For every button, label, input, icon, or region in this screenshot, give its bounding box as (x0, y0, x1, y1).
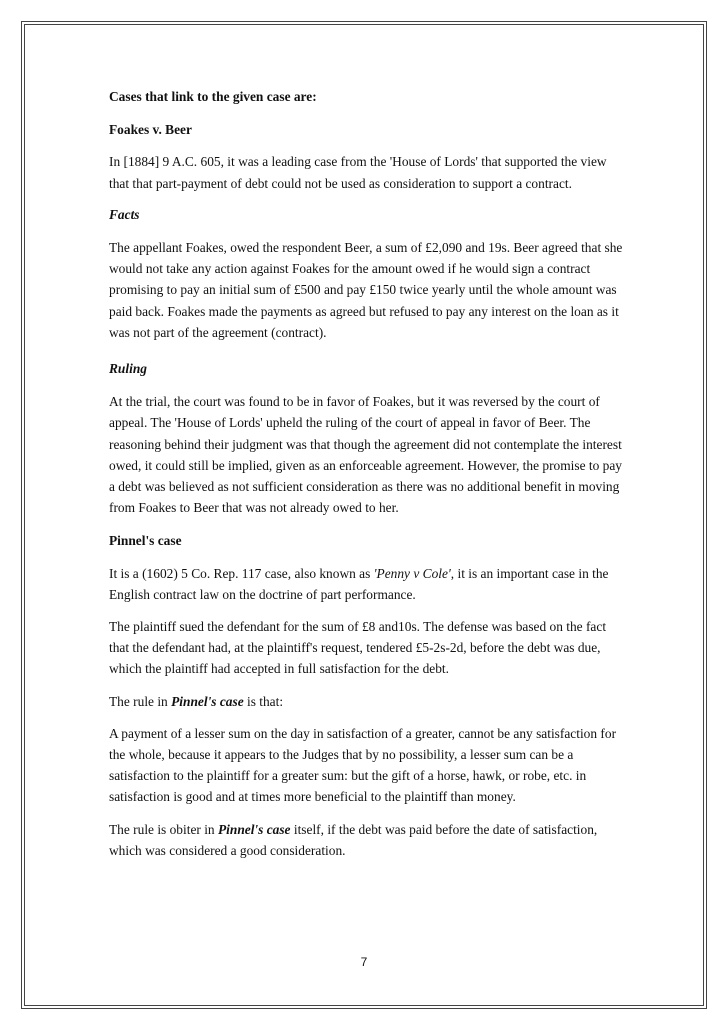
rule-intro-start: The rule in (109, 693, 172, 709)
page-number: 7 (360, 955, 368, 969)
pinnel-intro-paragraph (109, 563, 629, 605)
pinnel-alias: 'Penny v Cole' (373, 565, 451, 581)
obiter-case-name: Pinnel's case (217, 821, 291, 837)
pinnel-intro-text-start: It is a (1602) 5 Co. Rep. 117 case, also known as (109, 565, 374, 581)
facts-paragraph: The appellant Foakes, owed the respondent Beer, a sum of £2,090 and 19s. Beer agreed that she would not take any action against Foakes for the amount owed if he would sign a contract promising to pay an initial sum of £500 and pay £150 twice yearly until the whole amount was paid back. Foakes made the payments as agreed but refused to pay any interest on the loan as it was not part of the agreement (contract). (109, 240, 623, 340)
pinnel-heading: Pinnel's case (109, 533, 182, 549)
foakes-intro-paragraph: In [1884] 9 A.C. 605, it was a leading case from the 'House of Lords' that supported the view that that part-payment of debt could not be used as consideration to support a contract. (109, 154, 607, 191)
ruling-paragraph: At the trial, the court was found to be in favor of Foakes, but it was reversed by the court of appeal. The 'House of Lords' upheld the ruling of the court of appeal in favor of Beer. The reasoning behind their judgment was that though the agreement did not contemplate the interest owed, it could still be implied, given as an enforceable agreement. However, the promise to pay a debt was believed as not sufficient consideration as there was no additional benefit in moving from Foakes to Beer that was not already owed to her. (109, 394, 622, 516)
rule-text-paragraph: A payment of a lesser sum on the day in satisfaction of a greater, cannot be any satisfaction for the whole, because it appears to the Judges that by no possibility, a lesser sum can be a satisfaction to the plaintiff for a greater sum: but the gift of a horse, hawk, or robe, etc. in satisfaction is good and at times more beneficial to the plaintiff than money. (109, 725, 617, 805)
ruling-heading: Ruling (109, 361, 147, 377)
rule-intro-paragraph (109, 691, 629, 712)
obiter-end: itself, if the debt was paid before the date of satisfaction, which was considered a good consideration. (109, 821, 598, 858)
obiter-paragraph (109, 819, 629, 861)
pinnel-intro-text-end: , it is an important case in the English contract law on the doctrine of part performance. (109, 565, 609, 602)
rule-case-name: Pinnel's case (171, 693, 244, 709)
facts-heading: Facts (109, 206, 140, 222)
rule-intro-end: is that: (243, 693, 284, 709)
pinnel-facts-paragraph: The plaintiff sued the defendant for the sum of £8 and10s. The defense was based on the fact that the defendant had, at the plaintiff's request, tendered £5-2s-2d, before the debt was due, which the plaintiff had accepted in full satisfaction for the debt. (109, 619, 607, 677)
obiter-start: The rule is obiter in (109, 821, 218, 837)
foakes-heading: Foakes v. Beer (109, 122, 192, 138)
document-body (109, 86, 629, 861)
intro-heading: Cases that link to the given case are: (109, 89, 317, 104)
